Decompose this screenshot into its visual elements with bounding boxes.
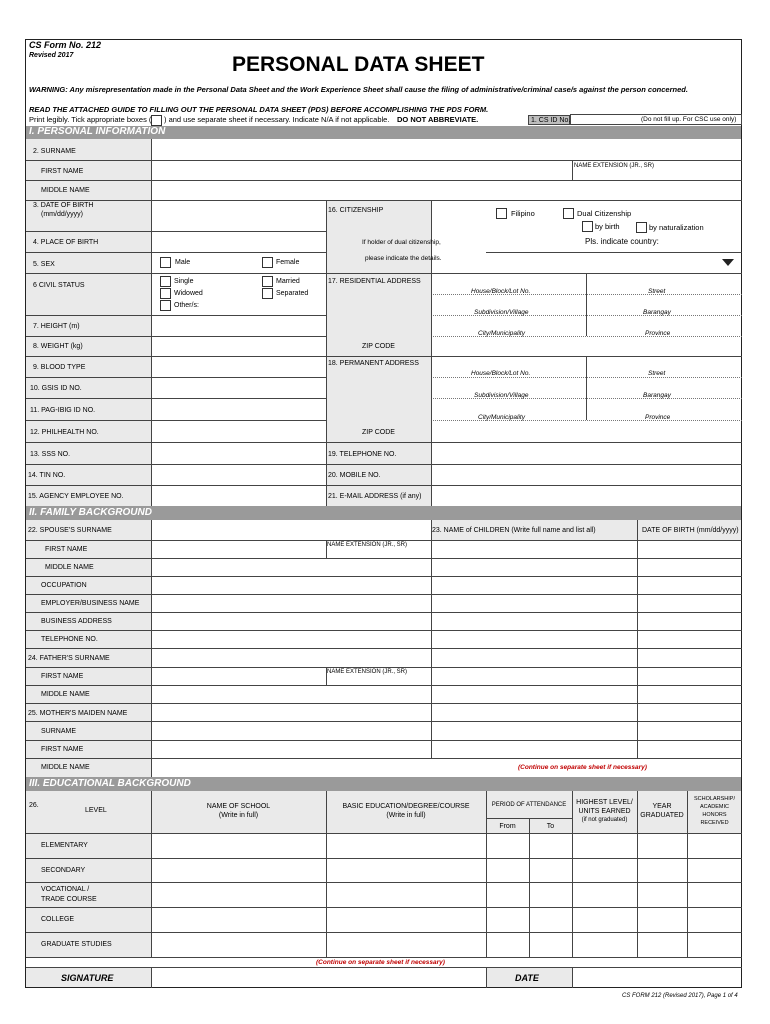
education-item-number: 26. [29,802,39,809]
dual-holder-note: If holder of dual citizenship, [362,239,441,246]
tick-sample-checkbox [151,115,162,126]
perm-barangay-label: Barangay [643,392,671,399]
perm-zip-label: ZIP CODE [362,429,395,436]
employer-label: EMPLOYER/BUSINESS NAME [41,600,140,607]
filipino-checkbox[interactable] [496,208,507,219]
school-header-note: (Write in full) [218,812,259,819]
spouse-middle-name-label: MIDDLE NAME [45,564,94,571]
period-header: PERIOD OF ATTENDANCE [491,802,567,808]
mother-middle-name-label: MIDDLE NAME [41,764,90,771]
form-revision: Revised 2017 [29,52,74,59]
section-family-background: II. FAMILY BACKGROUND [26,506,741,520]
instructions-text-a: Print legibly. Tick appropriate boxes ( [29,115,152,124]
by-naturalization-label: by naturalization [649,223,704,232]
spouse-surname-label: 22. SPOUSE'S SURNAME [28,527,112,534]
civil-status-label: 6 CIVIL STATUS [33,282,85,289]
res-subdivision-label: Subdivision/Village [474,309,529,316]
perm-province-label: Province [645,414,671,421]
widowed-label: Widowed [174,290,203,297]
date-field[interactable] [573,968,741,987]
citizenship-label: 16. CITIZENSHIP [328,207,384,214]
others-label: Other/s: [174,302,199,309]
section-educational-background: III. EDUCATIONAL BACKGROUND [26,777,741,791]
course-header: BASIC EDUCATION/DEGREE/COURSE [342,803,470,810]
perm-street-label: Street [648,370,666,377]
country-dropdown[interactable] [486,252,742,273]
single-label: Single [174,278,194,285]
female-label: Female [276,259,300,266]
children-dob-header: DATE OF BIRTH (mm/dd/yyyy) [642,527,739,534]
filipino-label: Filipino [511,209,535,218]
first-name-label: FIRST NAME [41,168,84,175]
occupation-label: OCCUPATION [41,582,87,589]
mother-maiden-label: 25. MOTHER'S MAIDEN NAME [28,710,128,717]
residential-address-label: 17. RESIDENTIAL ADDRESS [328,278,421,285]
instructions-text-b: ) and use separate sheet if necessary. Indicate N/A if not applicable. [164,115,390,124]
level-secondary: SECONDARY [41,867,86,874]
period-to-header: To [546,823,555,830]
highest-level-header-3: (if not graduated) [581,817,628,823]
father-name-ext-label: NAME EXTENSION (JR., SR) [327,669,408,675]
school-header: NAME OF SCHOOL [206,803,271,810]
year-graduated-header-1: YEAR [652,803,672,810]
section-personal-information: I. PERSONAL INFORMATION [26,126,741,139]
male-checkbox[interactable] [160,257,171,268]
permanent-address-label: 18. PERMANENT ADDRESS [328,360,419,367]
by-birth-label: by birth [595,222,620,231]
signature-field[interactable] [152,968,485,987]
separated-checkbox[interactable] [262,288,273,299]
level-header: LEVEL [85,807,107,814]
res-house-label: House/Block/Lot No. [471,288,531,295]
dob-label: 3. DATE OF BIRTH [33,202,94,209]
res-zip-label: ZIP CODE [362,343,395,350]
spouse-first-name-label: FIRST NAME [45,546,88,553]
female-checkbox[interactable] [262,257,273,268]
philhealth-label: 12. PHILHEALTH NO. [30,429,99,436]
scholarship-header-1: SCHOLARSHIP/ [694,796,735,802]
weight-label: 8. WEIGHT (kg) [33,343,83,350]
spouse-telephone-label: TELEPHONE NO. [41,636,98,643]
by-birth-checkbox[interactable] [582,221,593,232]
page-footer: CS FORM 212 (Revised 2017), Page 1 of 4 [622,993,738,999]
dual-citizenship-label: Dual Citizenship [577,209,632,218]
widowed-checkbox[interactable] [160,288,171,299]
warning-text: WARNING: Any misrepresentation made in the Personal Data Sheet and the Work Experience Sheet shall cause the filing of administrative/criminal case/s against the person concerned. [29,85,688,94]
perm-subdivision-label: Subdivision/Village [474,392,529,399]
father-first-name-label: FIRST NAME [41,673,84,680]
res-city-label: City/Municipality [478,330,525,337]
date-label: DATE [515,973,539,983]
course-header-note: (Write in full) [386,812,426,819]
perm-house-label: House/Block/Lot No. [471,370,531,377]
pagibig-label: 11. PAG-IBIG ID NO. [30,407,96,414]
by-naturalization-checkbox[interactable] [636,222,647,233]
form-number: CS Form No. 212 [29,40,102,50]
telephone-label: 19. TELEPHONE NO. [328,451,397,458]
married-label: Married [276,278,300,285]
scholarship-header-3: HONORS [702,812,727,818]
res-street-label: Street [648,288,666,295]
gsis-label: 10. GSIS ID NO. [30,385,82,392]
country-dropdown-arrow-icon[interactable] [722,259,734,266]
signature-label: SIGNATURE [61,973,114,983]
mother-surname-label: SURNAME [41,728,77,735]
level-elementary: ELEMENTARY [41,842,88,849]
business-address-label: BUSINESS ADDRESS [41,618,112,625]
highest-level-header-2: UNITS EARNED [578,808,631,815]
email-label: 21. E-MAIL ADDRESS (if any) [328,493,422,500]
male-label: Male [175,259,191,266]
agency-employee-label: 15. AGENCY EMPLOYEE NO. [28,493,124,500]
sss-label: 13. SSS NO. [30,451,71,458]
family-continue-note: (Continue on separate sheet if necessary) [518,764,647,771]
dob-format-label: (mm/dd/yyyy) [41,211,83,218]
res-province-label: Province [645,330,671,337]
children-header: 23. NAME of CHILDREN (Write full name and list all) [432,527,596,534]
mother-first-name-label: FIRST NAME [41,746,84,753]
do-not-abbreviate: DO NOT ABBREVIATE. [397,115,479,124]
tin-label: 14. TIN NO. [28,472,66,479]
height-label: 7. HEIGHT (m) [33,323,80,330]
level-graduate-studies: GRADUATE STUDIES [41,941,112,948]
blood-type-label: 9. BLOOD TYPE [33,364,86,371]
level-trade-course: TRADE COURSE [41,896,97,903]
name-extension-label: NAME EXTENSION (JR., SR) [574,163,655,169]
mobile-label: 20. MOBILE NO. [328,472,381,479]
read-guide-text: READ THE ATTACHED GUIDE TO FILLING OUT THE PERSONAL DATA SHEET (PDS) BEFORE ACCOMPLISHING THE PDS FORM. [29,105,489,114]
level-college: COLLEGE [41,916,75,923]
level-vocational: VOCATIONAL / [41,886,90,893]
single-checkbox[interactable] [160,276,171,287]
married-checkbox[interactable] [262,276,273,287]
middle-name-label: MIDDLE NAME [41,187,90,194]
pob-label: 4. PLACE OF BIRTH [33,239,99,246]
dual-details-note: please indicate the details. [365,255,442,262]
others-checkbox[interactable] [160,300,171,311]
highest-level-header-1: HIGHEST LEVEL/ [576,799,633,806]
separated-label: Separated [276,290,309,297]
father-surname-label: 24. FATHER'S SURNAME [28,655,110,662]
surname-label: 2. SURNAME [33,148,76,155]
cs-id-label: 1. CS ID No. [531,117,571,124]
year-graduated-header-2: GRADUATED [640,812,684,819]
scholarship-header-2: ACADEMIC [699,804,730,810]
spouse-name-ext-label: NAME EXTENSION (JR., SR) [327,542,408,548]
father-middle-name-label: MIDDLE NAME [41,691,90,698]
period-from-header: From [499,823,516,830]
sex-label: 5. SEX [33,261,55,268]
education-continue-note: (Continue on separate sheet if necessary) [316,959,445,966]
csc-use-note: (Do not fill up. For CSC use only) [641,116,737,123]
res-barangay-label: Barangay [643,309,671,316]
perm-city-label: City/Municipality [478,414,525,421]
page-title: PERSONAL DATA SHEET [232,53,485,76]
indicate-country-label: Pls. indicate country: [585,237,659,246]
scholarship-header-4: RECEIVED [700,820,729,826]
dual-citizenship-checkbox[interactable] [563,208,574,219]
